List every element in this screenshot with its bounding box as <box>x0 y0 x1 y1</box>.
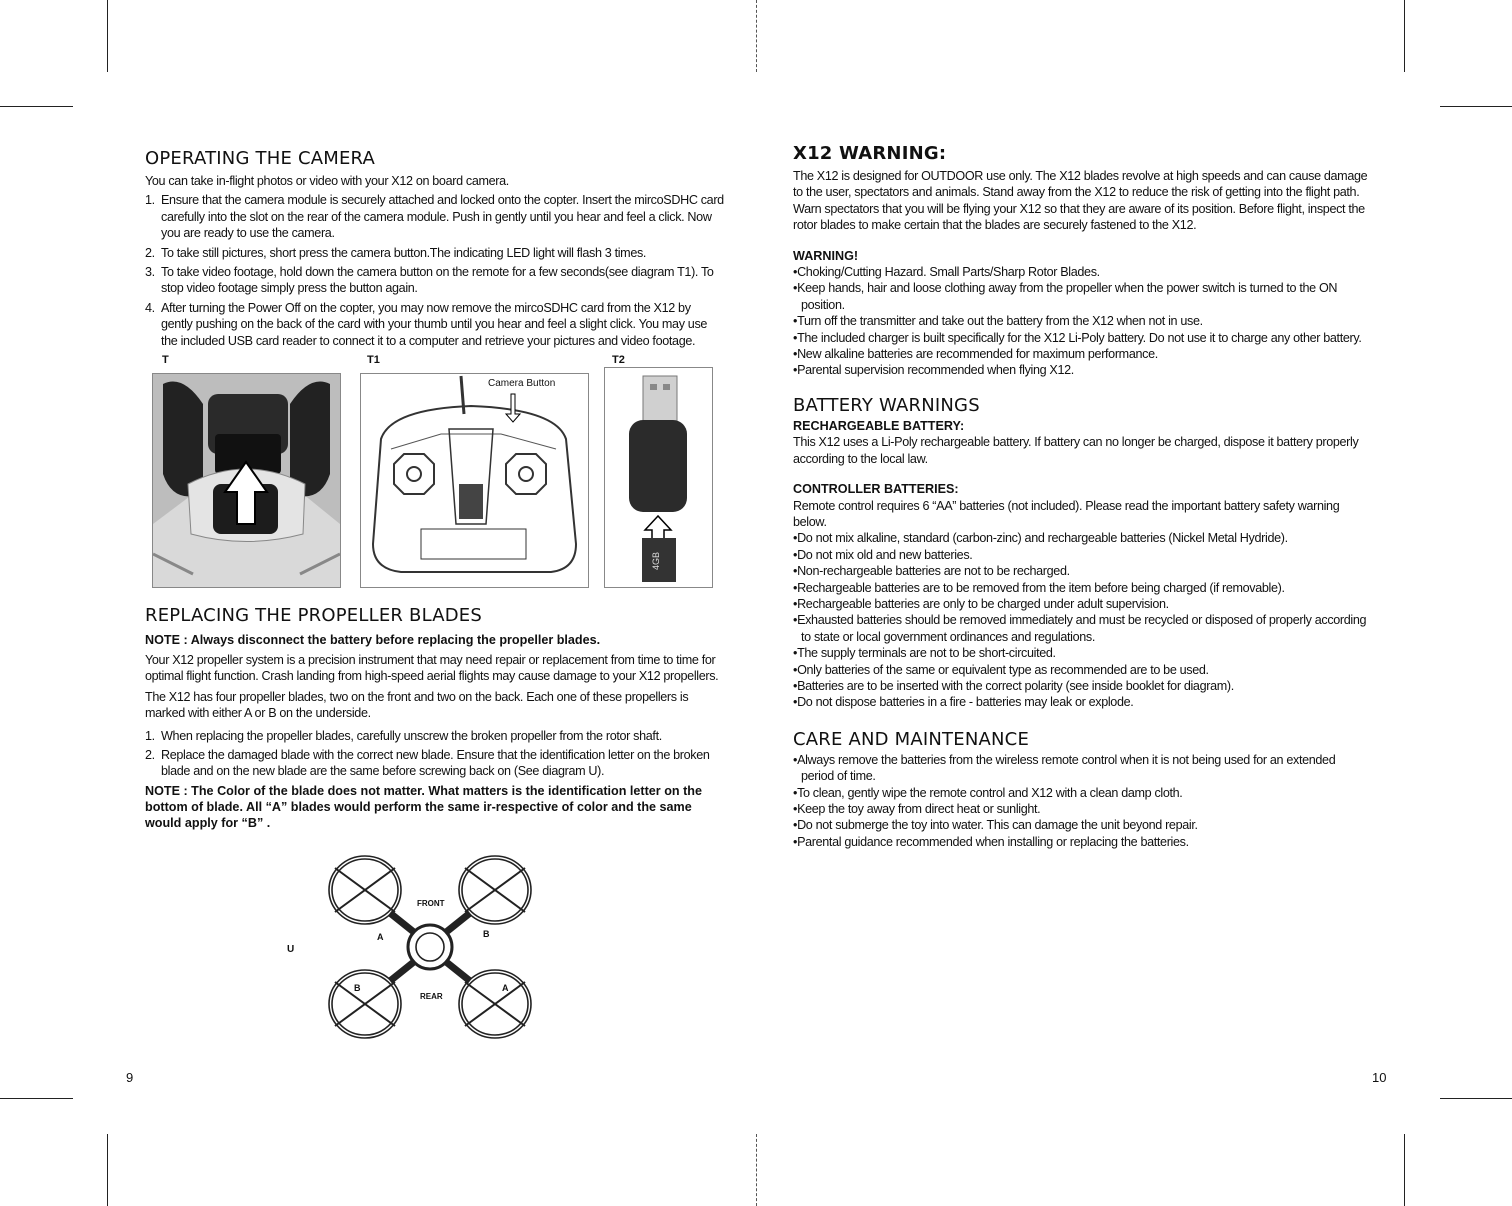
blades-steps <box>145 728 725 780</box>
list-item: • Keep hands, hair and loose clothing away from the propeller when the power switch is turned to the ON position. <box>793 280 1368 313</box>
diagram-blade-a-front: A <box>377 932 384 942</box>
list-item: • Exhausted batteries should be removed immediately and must be recycled or disposed of properly according to state or local government ordinances and regulations. <box>793 612 1368 645</box>
diagram-blade-a-rear: A <box>502 983 509 993</box>
diagram-blade-b-rear: B <box>354 983 361 993</box>
blades-note-disconnect: NOTE : Always disconnect the battery before replacing the propeller blades. <box>145 633 601 647</box>
warning-subheading: WARNING! <box>793 248 859 263</box>
list-item: • Rechargeable batteries are to be removed from the item before being charged (if removable). <box>793 580 1368 596</box>
controller-paragraph: Remote control requires 6 “AA” batteries (not included). Please read the important battery safety warning below. <box>793 498 1340 529</box>
diagram-rear-label: REAR <box>420 992 443 1001</box>
step-number: 1. <box>145 728 155 743</box>
camera-button-label: Camera Button <box>488 378 556 389</box>
controller-subheading: CONTROLLER BATTERIES: <box>793 482 959 497</box>
fold-mark <box>756 1134 757 1206</box>
list-item: • Always remove the batteries from the wireless remote control when it is not being used for an extended period of time. <box>793 752 1368 785</box>
crop-mark <box>0 106 73 107</box>
camera-module-photo <box>152 373 341 588</box>
fig-label-t: T <box>162 354 169 366</box>
warning-paragraph: The X12 is designed for OUTDOOR use only. The X12 blades revolve at high speeds and can cause damage to the user, spectators and animals. Stand away from the X12 to reduce the risk of getting into the flight path. Warn spectators that you will be flying your X12 so that they are aware of its position. Before flight, inspect the rotor blades to make certain that the blades are securely fastened to the X12. <box>793 169 1368 233</box>
blades-note-color: NOTE : The Color of the blade does not matter. What matters is the identification letter on the bottom of blade. All “A” blades would perform the same ir-respective of color and the same would apply for “B” . <box>145 783 702 830</box>
list-item: • New alkaline batteries are recommended for maximum performance. <box>793 346 1368 362</box>
step-number: 2. <box>145 748 155 763</box>
camera-intro: You can take in-flight photos or video with your X12 on board camera. <box>145 174 509 188</box>
usb-reader-photo <box>604 367 713 588</box>
blades-paragraph-1: Your X12 propeller system is a precision instrument that may need repair or replacement from time to time for optimal flight function. Crash landing from high-speed aerial flights may cause damage to your X12 propellers. <box>145 653 719 684</box>
crop-mark <box>1404 1134 1405 1206</box>
blades-title: REPLACING THE PROPELLER BLADES <box>145 605 482 626</box>
list-item: • Do not dispose batteries in a fire - batteries may leak or explode. <box>793 694 1368 710</box>
rechargeable-subheading: RECHARGEABLE BATTERY: <box>793 418 965 433</box>
list-item: • Keep the toy away from direct heat or sunlight. <box>793 801 1368 817</box>
step-item <box>145 245 725 261</box>
step-item <box>145 747 725 780</box>
step-number: 2. <box>145 245 155 260</box>
step-text: When replacing the propeller blades, carefully unscrew the broken propeller from the rotor shaft. <box>161 728 662 743</box>
crop-mark <box>0 1098 73 1099</box>
list-item: • Rechargeable batteries are only to be charged under adult supervision. <box>793 596 1368 612</box>
step-text: After turning the Power Off on the copter, you may now remove the mircoSDHC card from the X12 by gently pushing on the back of the card with your thumb until you hear and feel a slight click. You may use the included USB card reader to connect it to a computer and retrieve your pictures and video footage. <box>161 300 708 348</box>
diagram-blade-b-front: B <box>483 929 490 939</box>
care-list <box>793 752 1368 850</box>
step-text: To take video footage, hold down the camera button on the remote for a few seconds(see diagram T1). To stop video footage simply press the button again. <box>161 265 714 296</box>
camera-title: OPERATING THE CAMERA <box>145 148 376 169</box>
step-number: 3. <box>145 265 155 280</box>
camera-steps <box>145 192 725 349</box>
warning-title: X12 WARNING: <box>793 143 947 164</box>
list-item: • Do not submerge the toy into water. This can damage the unit beyond repair. <box>793 817 1368 833</box>
page-number-right: 10 <box>1372 1070 1387 1085</box>
step-item <box>145 264 725 297</box>
list-item: • The included charger is built specifically for the X12 Li-Poly battery. Do not use it to charge any other battery. <box>793 330 1368 346</box>
list-item: • Do not mix alkaline, standard (carbon-zinc) and rechargeable batteries (Nickel Metal Hydride). <box>793 530 1368 546</box>
diagram-u-label: U <box>287 944 295 955</box>
step-item <box>145 192 725 241</box>
list-item: • Choking/Cutting Hazard. Small Parts/Sharp Rotor Blades. <box>793 264 1368 280</box>
list-item: • The supply terminals are not to be short-circuited. <box>793 645 1368 661</box>
fig-label-t1: T1 <box>367 354 380 366</box>
step-text: Ensure that the camera module is securely attached and locked onto the copter. Insert the mircoSDHC card carefully into the slot on the rear of the camera module. Push in gently until you hear and feel a click. Now you are ready to use the camera. <box>161 193 724 241</box>
care-title: CARE AND MAINTENANCE <box>793 728 1030 750</box>
list-item: • Do not mix old and new batteries. <box>793 547 1368 563</box>
fold-mark <box>756 0 757 72</box>
memory-card-label: 4GB <box>651 551 662 571</box>
list-item: • Only batteries of the same or equivalent type as recommended are to be used. <box>793 662 1368 678</box>
page-number-left: 9 <box>126 1070 134 1085</box>
crop-mark <box>107 0 108 72</box>
step-item <box>145 300 725 349</box>
step-number: 4. <box>145 300 155 315</box>
list-item: • Non-rechargeable batteries are not to be recharged. <box>793 563 1368 579</box>
step-text: To take still pictures, short press the camera button.The indicating LED light will flash 3 times. <box>161 245 647 260</box>
list-item: • Parental guidance recommended when installing or replacing the batteries. <box>793 834 1368 850</box>
crop-mark <box>1440 1098 1512 1099</box>
step-text: Replace the damaged blade with the correct new blade. Ensure that the identification letter on the broken blade and on the new blade are the same before screwing back on (See diagram U). <box>161 748 710 779</box>
rechargeable-paragraph: This X12 uses a Li-Poly rechargeable battery. If battery can no longer be charged, dispose it battery properly according to the local law. <box>793 435 1359 466</box>
propeller-layout-diagram <box>325 848 535 1048</box>
warning-list <box>793 264 1368 379</box>
controller-list <box>793 530 1368 710</box>
crop-mark <box>1440 106 1512 107</box>
fig-label-t2: T2 <box>612 354 625 366</box>
list-item: • To clean, gently wipe the remote control and X12 with a clean damp cloth. <box>793 785 1368 801</box>
remote-diagram <box>360 373 589 588</box>
list-item: • Turn off the transmitter and take out the battery from the X12 when not in use. <box>793 313 1368 329</box>
blades-paragraph-2: The X12 has four propeller blades, two on the front and two on the back. Each one of these propellers is marked with either A or B on the underside. <box>145 689 689 721</box>
step-item <box>145 728 725 744</box>
list-item: • Batteries are to be inserted with the correct polarity (see inside booklet for diagram). <box>793 678 1368 694</box>
battery-title: BATTERY WARNINGS <box>793 394 980 416</box>
crop-mark <box>107 1134 108 1206</box>
crop-mark <box>1404 0 1405 72</box>
diagram-front-label: FRONT <box>417 899 445 908</box>
list-item: • Parental supervision recommended when flying X12. <box>793 362 1368 378</box>
step-number: 1. <box>145 193 155 208</box>
